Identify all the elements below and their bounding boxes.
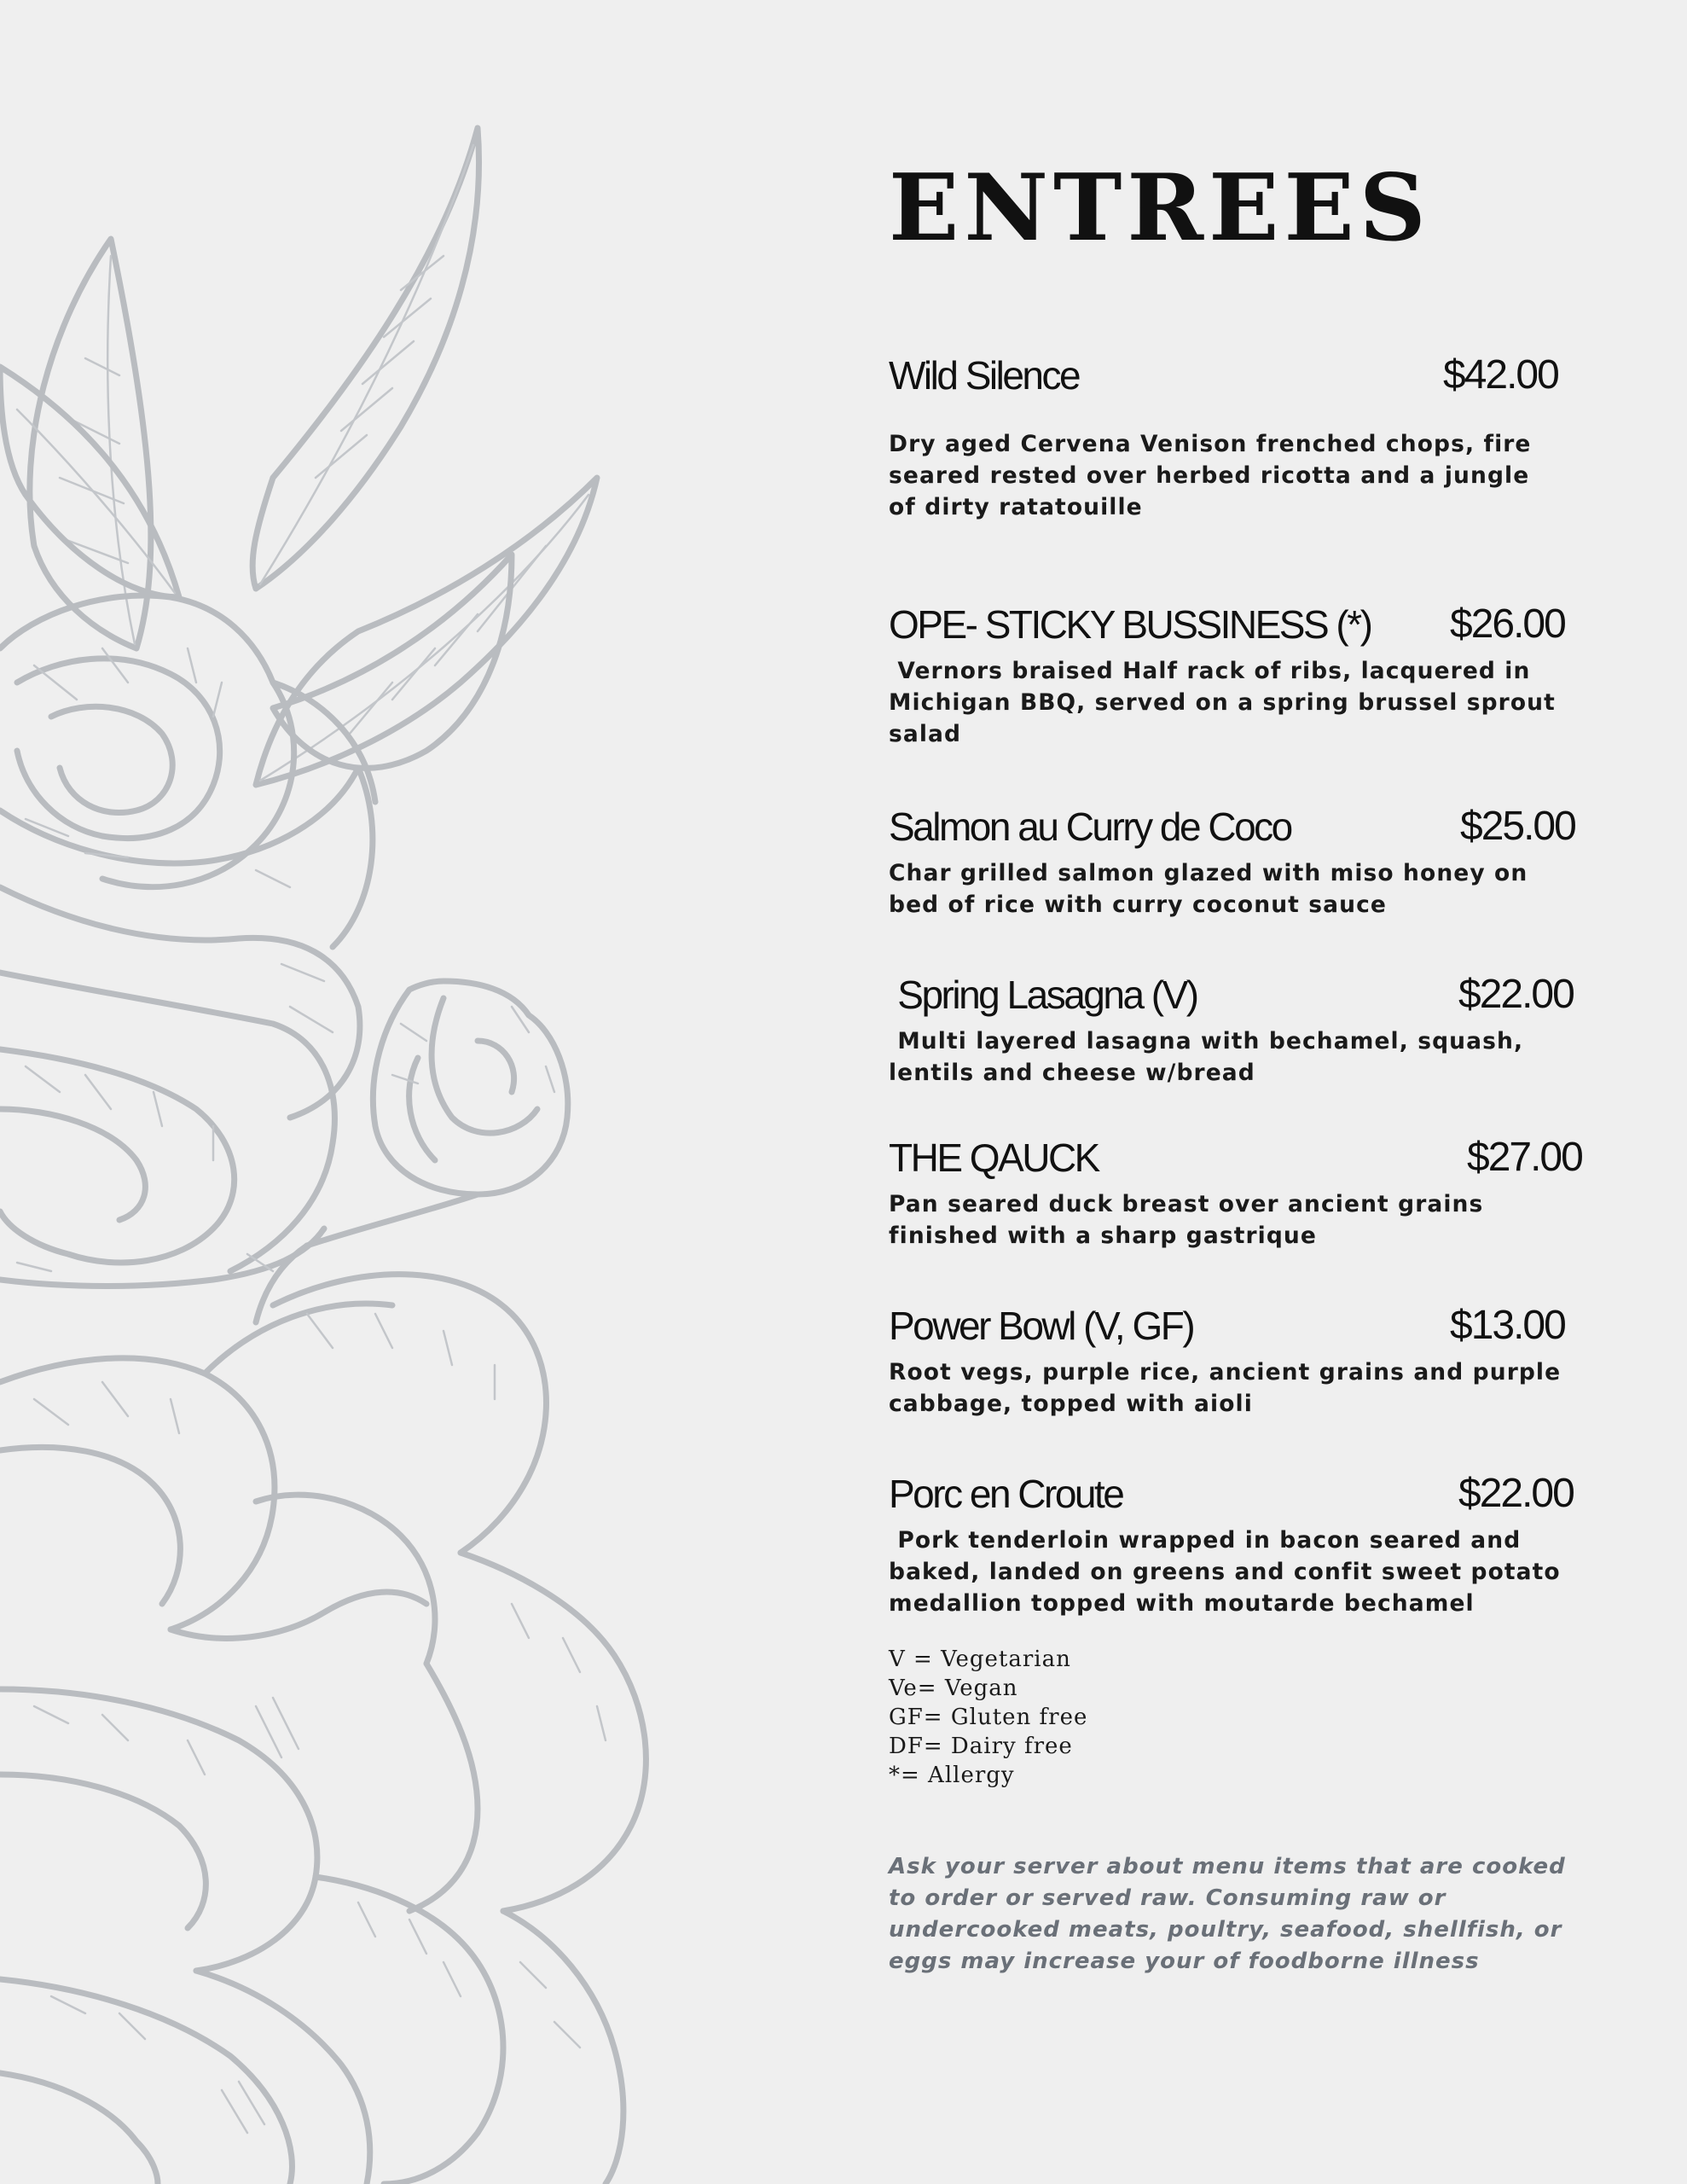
menu-item-name: Power Bowl (V, GF) [889, 1304, 1194, 1348]
legend-entry: DF= Dairy free [889, 1734, 1073, 1759]
legend-entry: *= Allergy [889, 1763, 1015, 1788]
menu-item-salmon-curry [889, 799, 1580, 921]
menu-item-price: $13.00 [1450, 1303, 1565, 1348]
menu-item-the-qauck [889, 1130, 1580, 1252]
menu-item-spring-lasagna [889, 967, 1580, 1089]
menu-item-name: Porc en Croute [889, 1472, 1123, 1516]
menu-item-price: $25.00 [1460, 804, 1575, 849]
menu-item-price: $26.00 [1450, 601, 1565, 647]
menu-item-name: Spring Lasagna (V) [889, 973, 1197, 1017]
dietary-legend [889, 1645, 1087, 1790]
menu-item-description: Char grilled salmon glazed with miso honey on bed of rice with curry coconut sauce [889, 860, 1537, 918]
menu-item-name: THE QAUCK [889, 1136, 1099, 1180]
menu-item-description: Pork tenderloin wrapped in bacon seared and baked, landed on greens and confit sweet potato medallion topped with moutarde bechamel [889, 1527, 1570, 1617]
page-title: ENTREES [889, 154, 1431, 262]
menu-item-description: Vernors braised Half rack of ribs, lacquered in Michigan BBQ, served on a spring brussel sprout salad [889, 658, 1565, 747]
legend-entry: Ve= Vegan [889, 1676, 1018, 1701]
floral-illustration-icon [0, 0, 768, 2184]
menu-item-name: OPE- STICKY BUSSINESS (*) [889, 602, 1371, 647]
menu-item-name: Wild Silence [889, 353, 1080, 398]
menu-item-price: $42.00 [1443, 352, 1558, 398]
menu-item-price: $22.00 [1458, 1471, 1574, 1516]
menu-item-description: Pan seared duck breast over ancient grains finished with a sharp gastrique [889, 1191, 1493, 1249]
legend-entry: V = Vegetarian [889, 1647, 1071, 1672]
menu-item-power-bowl [889, 1298, 1580, 1420]
menu-item-price: $27.00 [1467, 1135, 1582, 1180]
menu-item-wild-silence [889, 348, 1580, 523]
menu-item-sticky-bussiness [889, 597, 1580, 750]
food-safety-disclaimer: Ask your server about menu items that are cooked to order or served raw. Consuming raw or undercooked meats, poultry, seafood, shellfish, or eggs may increase your of foodborne illness [889, 1854, 1566, 1974]
menu-item-name: Salmon au Curry de Coco [889, 804, 1291, 849]
menu-item-price: $22.00 [1458, 972, 1574, 1017]
menu-item-porc-en-croute [889, 1467, 1580, 1619]
menu-item-description: Multi layered lasagna with bechamel, squash, lentils and cheese w/bread [889, 1028, 1533, 1086]
menu-item-description: Root vegs, purple rice, ancient grains and purple cabbage, topped with aioli [889, 1359, 1570, 1417]
legend-entry: GF= Gluten free [889, 1705, 1088, 1730]
menu-item-description: Dry aged Cervena Venison frenched chops, fire seared rested over herbed ricotta and a jungle of dirty ratatouille [889, 431, 1540, 520]
